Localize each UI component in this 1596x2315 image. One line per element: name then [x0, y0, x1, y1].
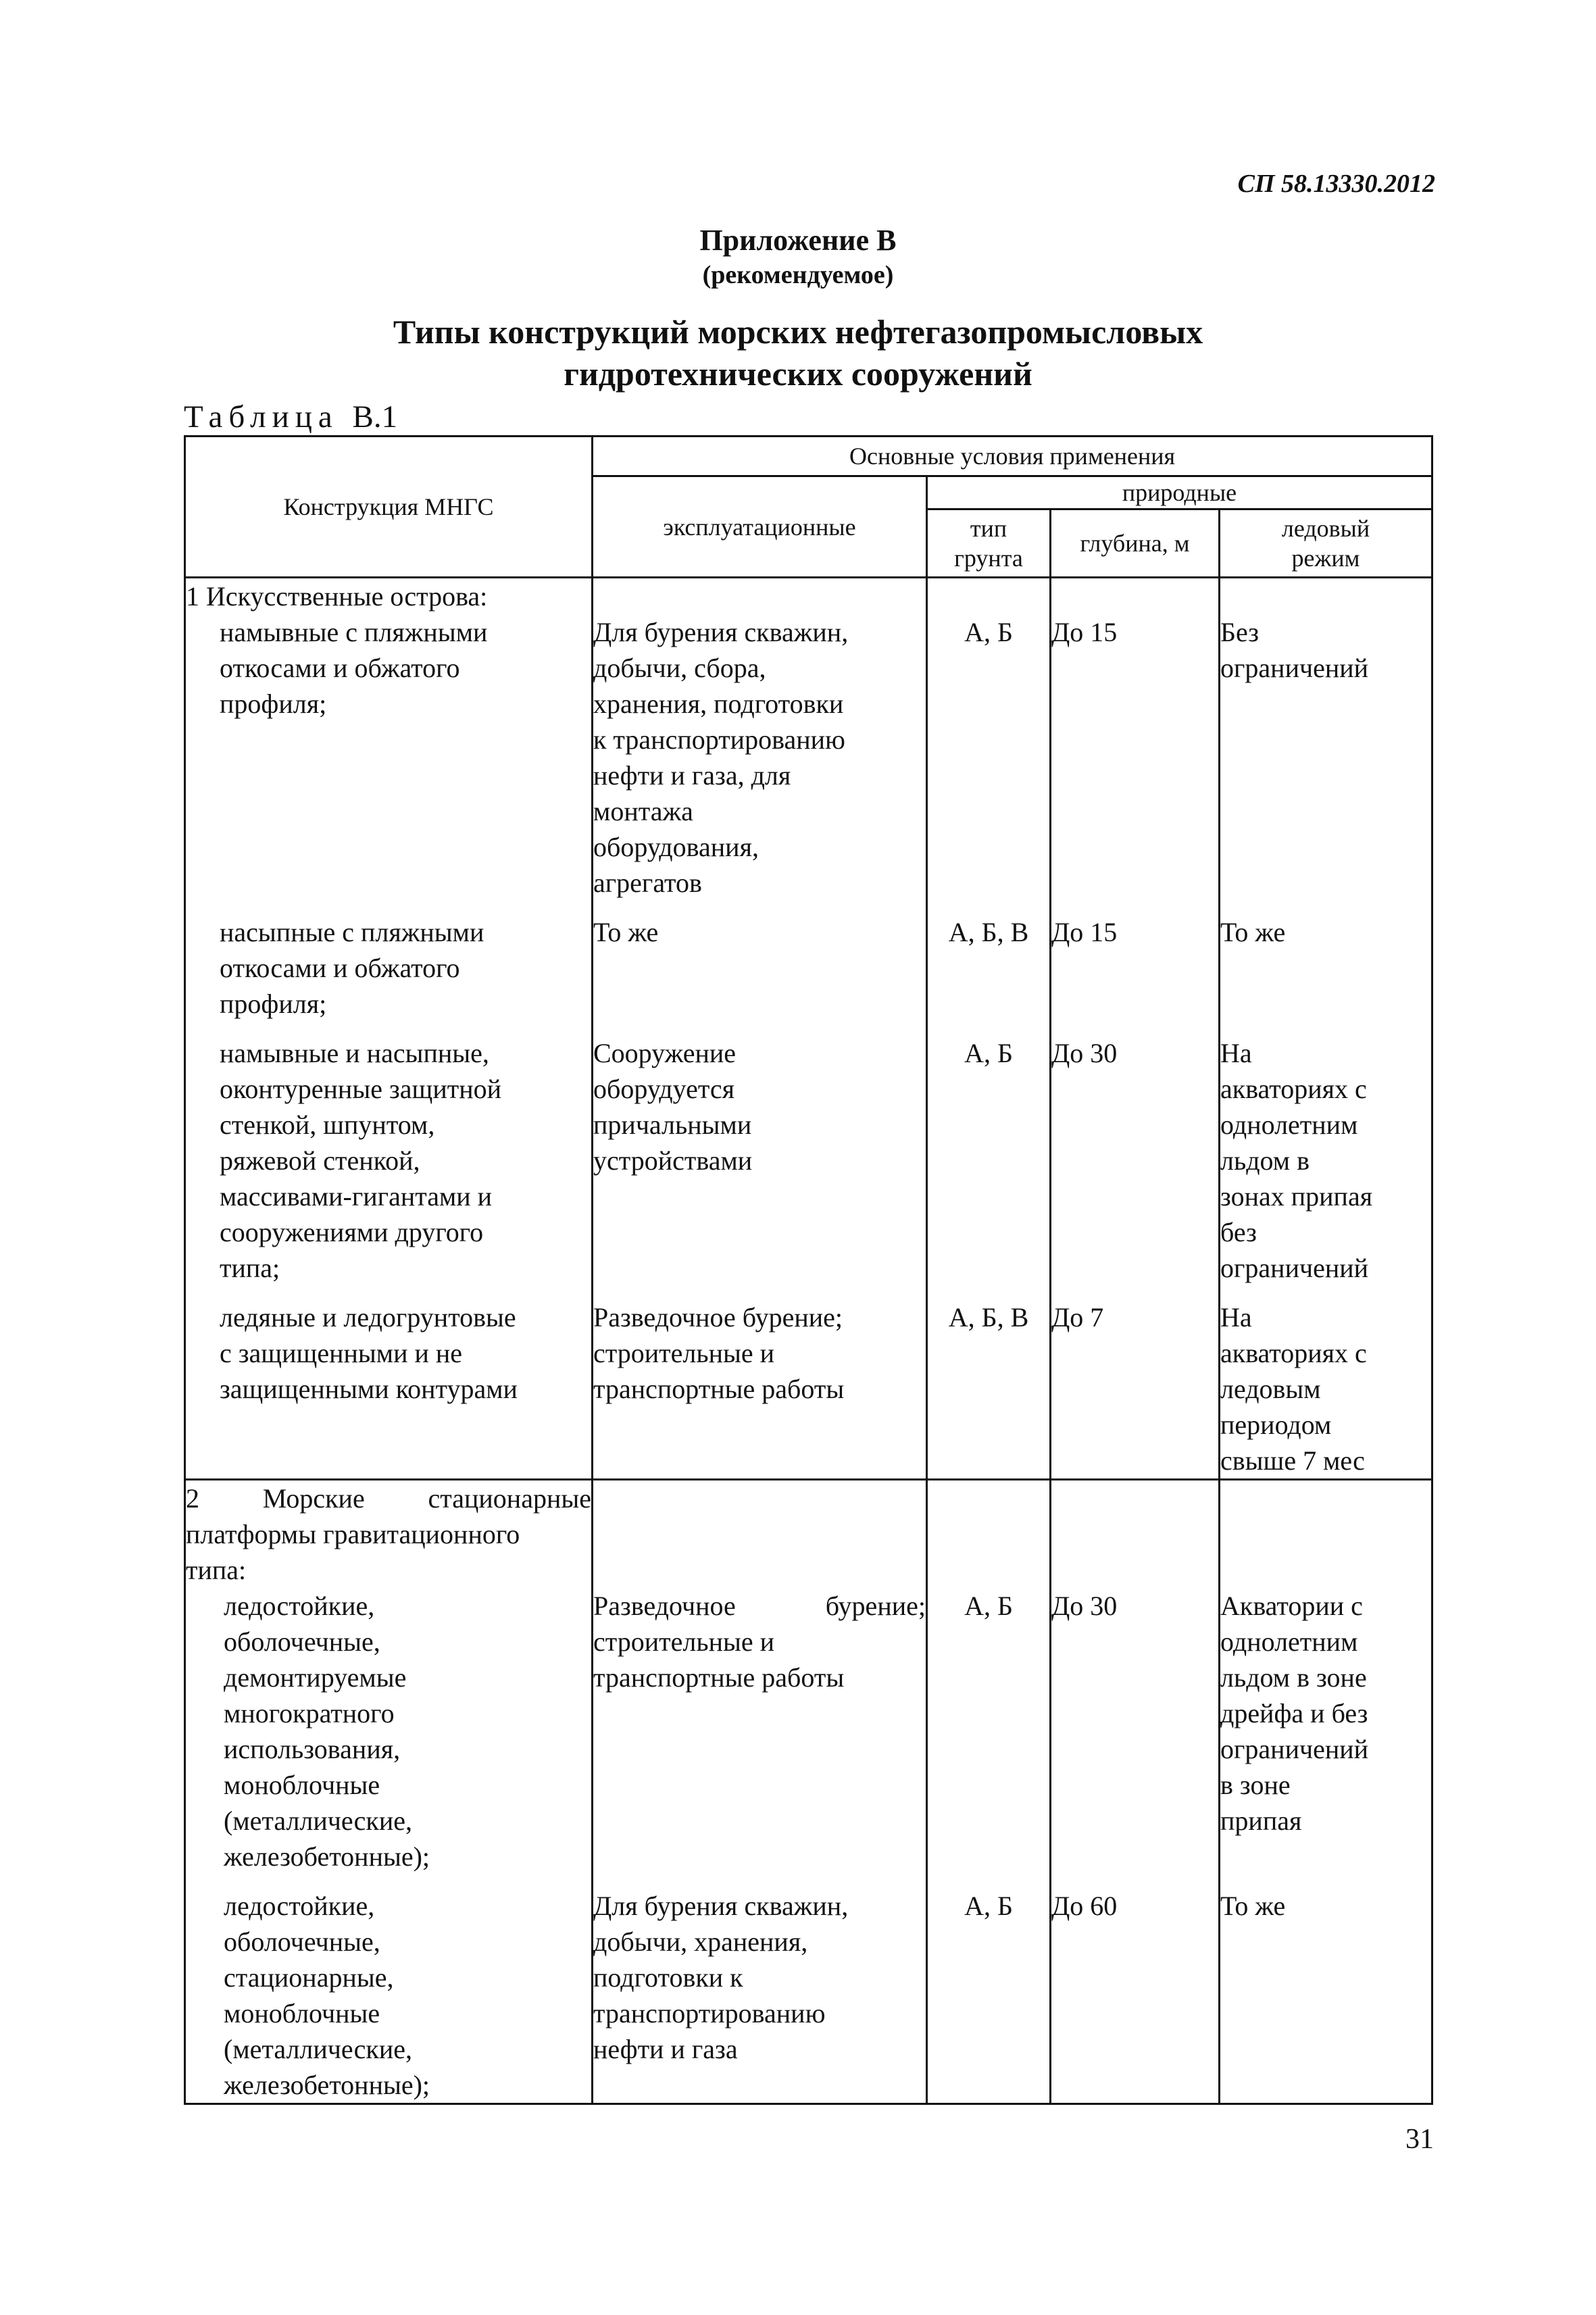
- table-row-section-1: [185, 578, 1432, 1480]
- cell-line: профиля;: [220, 989, 327, 1019]
- cell-soil-type: [927, 578, 1051, 1480]
- cell-line: Разведочное бурение;: [593, 1302, 843, 1333]
- cell-line: причальными: [593, 1110, 752, 1140]
- cell-line: оконтуренные защитной: [220, 1074, 502, 1104]
- cell-line: монтажа: [593, 796, 693, 826]
- cell-line: транспортные работы: [593, 1662, 845, 1693]
- cell-line: До 7: [1051, 1302, 1104, 1333]
- cell-line: То же: [1220, 1891, 1286, 1921]
- header-soil-type: [927, 509, 1051, 578]
- cell-line: А, Б: [964, 1038, 1013, 1068]
- cell-line: До 15: [1051, 917, 1118, 947]
- cell-line: сооружениями другого: [220, 1217, 484, 1247]
- cell-line: с защищенными и не: [220, 1338, 463, 1368]
- page-title-line-2: гидротехнических сооружений: [564, 355, 1032, 393]
- cell-line: подготовки к: [593, 1962, 743, 1993]
- appendix-subtitle: (рекомендуемое): [702, 261, 894, 289]
- cell-line: однолетним: [1220, 1626, 1358, 1657]
- cell-line: агрегатов: [593, 868, 702, 898]
- cell-line: акваториях с: [1220, 1074, 1367, 1104]
- cell-line: льдом в: [1220, 1145, 1310, 1176]
- cell-line: устройствами: [593, 1145, 753, 1176]
- cell-line: ограничений: [1220, 653, 1369, 683]
- cell-operational: [593, 578, 927, 1480]
- appendix-title: Приложение В: [699, 224, 897, 257]
- cell-line: зонах припая: [1220, 1181, 1373, 1212]
- cell-line: железобетонные);: [224, 2070, 430, 2100]
- cell-line: демонтируемые: [224, 1662, 407, 1693]
- cell-line: ограничений: [1220, 1734, 1369, 1764]
- cell-line: А, Б, В: [948, 1302, 1029, 1333]
- cell-line: строительные и: [593, 1626, 775, 1657]
- cell-line: нефти и газа, для: [593, 760, 791, 791]
- cell-line: оборудования,: [593, 832, 759, 862]
- table-caption-number: В.1: [352, 399, 398, 434]
- cell-line: А, Б, В: [948, 917, 1029, 947]
- header-construction: Конструкция МНГС: [185, 437, 593, 578]
- cell-line: На: [1220, 1302, 1252, 1333]
- table-caption-label: Таблица: [184, 399, 339, 434]
- cell-line: Для бурения скважин,: [593, 617, 849, 647]
- cell-line: ледостойкие,: [224, 1891, 375, 1921]
- header-ice-line-1: ледовый: [1281, 515, 1370, 542]
- cell-line: оборудуется: [593, 1074, 735, 1104]
- cell-line: намывные и насыпные,: [220, 1038, 489, 1068]
- cell-line: транспортированию: [593, 1998, 826, 2028]
- cell-line: дрейфа и без: [1220, 1698, 1368, 1728]
- cell-line: То же: [593, 917, 659, 947]
- section-1-title: 1 Искусственные острова:: [186, 581, 488, 612]
- cell-line: оболочечные,: [224, 1926, 380, 1957]
- page-title: [0, 311, 1596, 395]
- cell-line: ледяные и ледогрунтовые: [220, 1302, 516, 1333]
- cell-line: (металлические,: [224, 1806, 413, 1836]
- cell-line: массивами-гигантами и: [220, 1181, 493, 1212]
- cell-line: А, Б: [964, 617, 1013, 647]
- cell-line: ледостойкие,: [224, 1591, 375, 1621]
- cell-line: Акватории с: [1220, 1591, 1363, 1621]
- cell-line: хранения, подготовки: [593, 689, 844, 719]
- cell-line: Сооружение: [593, 1038, 737, 1068]
- cell-line: без: [1220, 1217, 1257, 1247]
- cell-line: типа;: [220, 1253, 280, 1283]
- cell-line: А, Б: [964, 1891, 1013, 1921]
- cell-line: намывные с пляжными: [220, 617, 488, 647]
- document-code: СП 58.13330.2012: [1237, 170, 1435, 198]
- cell-line: оболочечные,: [224, 1626, 380, 1657]
- cell-operational: [593, 1480, 927, 2104]
- cell-line: откосами и обжатого: [220, 653, 460, 683]
- cell-line: моноблочные: [224, 1998, 380, 2028]
- cell-line: ряжевой стенкой,: [220, 1145, 420, 1176]
- cell-line: моноблочные: [224, 1770, 380, 1800]
- header-depth: глубина, м: [1051, 509, 1220, 578]
- cell-line: ледовым: [1220, 1374, 1321, 1404]
- cell-line: А, Б: [964, 1591, 1013, 1621]
- cell-line: к транспортированию: [593, 724, 845, 755]
- header-ice-regime: [1220, 509, 1432, 578]
- cell-line: акваториях с: [1220, 1338, 1367, 1368]
- cell-line: припая: [1220, 1806, 1302, 1836]
- page-number: 31: [1405, 2124, 1434, 2155]
- cell-line: добычи, сбора,: [593, 653, 766, 683]
- cell-line: Для бурения скважин,: [593, 1891, 849, 1921]
- cell-line: стенкой, шпунтом,: [220, 1110, 435, 1140]
- cell-line: До 30: [1051, 1038, 1118, 1068]
- cell-soil-type: [927, 1480, 1051, 2104]
- header-operational: эксплуатационные: [593, 476, 927, 578]
- cell-depth: [1051, 1480, 1220, 2104]
- cell-line: льдом в зоне: [1220, 1662, 1367, 1693]
- cell-ice-regime: [1220, 578, 1432, 1480]
- cell-line: использования,: [224, 1734, 401, 1764]
- cell-line: На: [1220, 1038, 1252, 1068]
- cell-line: насыпные с пляжными: [220, 917, 484, 947]
- section-2-title-line-1: 2 Морские стационарные: [186, 1483, 591, 1514]
- cell-line: нефти и газа: [593, 2034, 738, 2064]
- cell-line: многократного: [224, 1698, 395, 1728]
- cell-line: До 60: [1051, 1891, 1118, 1921]
- section-2-title-line-2: платформы гравитационного: [186, 1519, 520, 1549]
- cell-ice-regime: [1220, 1480, 1432, 2104]
- cell-line: Разведочное бурение;: [593, 1591, 926, 1621]
- cell-line: строительные и: [593, 1338, 775, 1368]
- header-soil-line-2: грунта: [954, 545, 1023, 572]
- cell-line: защищенными контурами: [220, 1374, 518, 1404]
- header-natural: природные: [927, 476, 1432, 509]
- page-title-line-1: Типы конструкций морских нефтегазопромысловых: [393, 313, 1203, 351]
- cell-line: железобетонные);: [224, 1841, 430, 1872]
- cell-line: свыше 7 мес: [1220, 1445, 1365, 1476]
- header-ice-line-2: режим: [1291, 545, 1360, 572]
- cell-construction: [185, 1480, 593, 2104]
- cell-line: профиля;: [220, 689, 327, 719]
- cell-line: в зоне: [1220, 1770, 1291, 1800]
- table-caption: [184, 399, 397, 435]
- cell-line: То же: [1220, 917, 1286, 947]
- construction-types-table: [184, 435, 1433, 2105]
- header-main-conditions: Основные условия применения: [593, 437, 1432, 476]
- header-soil-line-1: тип: [970, 515, 1007, 542]
- section-2-title-line-3: типа:: [186, 1555, 247, 1585]
- cell-construction: [185, 578, 593, 1480]
- cell-line: добычи, хранения,: [593, 1926, 808, 1957]
- cell-line: Без: [1220, 617, 1260, 647]
- cell-line: До 15: [1051, 617, 1118, 647]
- cell-line: стационарные,: [224, 1962, 394, 1993]
- cell-line: (металлические,: [224, 2034, 413, 2064]
- cell-line: До 30: [1051, 1591, 1118, 1621]
- cell-line: ограничений: [1220, 1253, 1369, 1283]
- table-row-section-2: [185, 1480, 1432, 2104]
- cell-line: транспортные работы: [593, 1374, 845, 1404]
- cell-line: периодом: [1220, 1410, 1332, 1440]
- cell-line: однолетним: [1220, 1110, 1358, 1140]
- cell-line: откосами и обжатого: [220, 953, 460, 983]
- cell-depth: [1051, 578, 1220, 1480]
